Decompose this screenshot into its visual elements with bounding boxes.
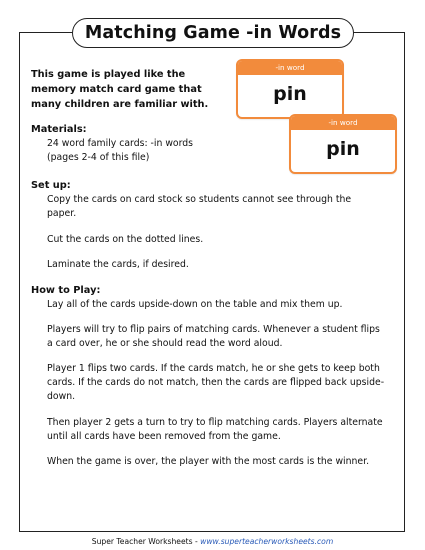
play-paragraph-3: Player 1 flips two cards. If the cards match, he or she gets to keep both cards. If the cards do not match, then the cards are flipped back upside-down. [47,363,385,402]
setup-paragraph-1: Copy the cards on card stock so students cannot see through the paper. [47,194,352,219]
play-paragraph-4: Then player 2 gets a turn to try to flip matching cards. Players alternate until all cards have been removed from the game. [47,417,383,442]
play-paragraph-1: Lay all of the cards upside-down on the table and mix them up. [47,299,343,310]
setup-paragraph-2: Cut the cards on the dotted lines. [47,234,204,245]
play-paragraph-2: Players will try to flip pairs of matching cards. Whenever a student flips a card over, he or she should read the word aloud. [47,324,380,349]
setup-heading: Set up: [31,180,71,191]
footer [0,537,425,547]
how-to-play-heading: How to Play: [31,285,101,296]
play-paragraph-5: When the game is over, the player with the most cards is the winner. [47,456,370,467]
page-title: Matching Game -in Words [84,23,342,43]
word-card-1 [236,59,344,119]
materials-line-1: 24 word family cards: -in words [47,138,194,149]
card-header-1: -in word [238,61,342,75]
card-header-2: -in word [291,116,395,130]
word-card-2 [289,114,397,174]
title-banner [72,18,354,48]
card-word-1: pin [273,83,307,105]
intro-text: This game is played like the memory match card game that many children are familiar with. [31,69,209,110]
card-word-2: pin [326,138,360,160]
footer-site-name: Super Teacher Worksheets - [91,537,201,546]
setup-paragraph-3: Laminate the cards, if desired. [47,259,189,270]
materials-heading: Materials: [31,124,87,135]
footer-link[interactable]: www.superteacherworksheets.com [200,537,334,546]
materials-line-2: (pages 2-4 of this file) [47,152,150,163]
